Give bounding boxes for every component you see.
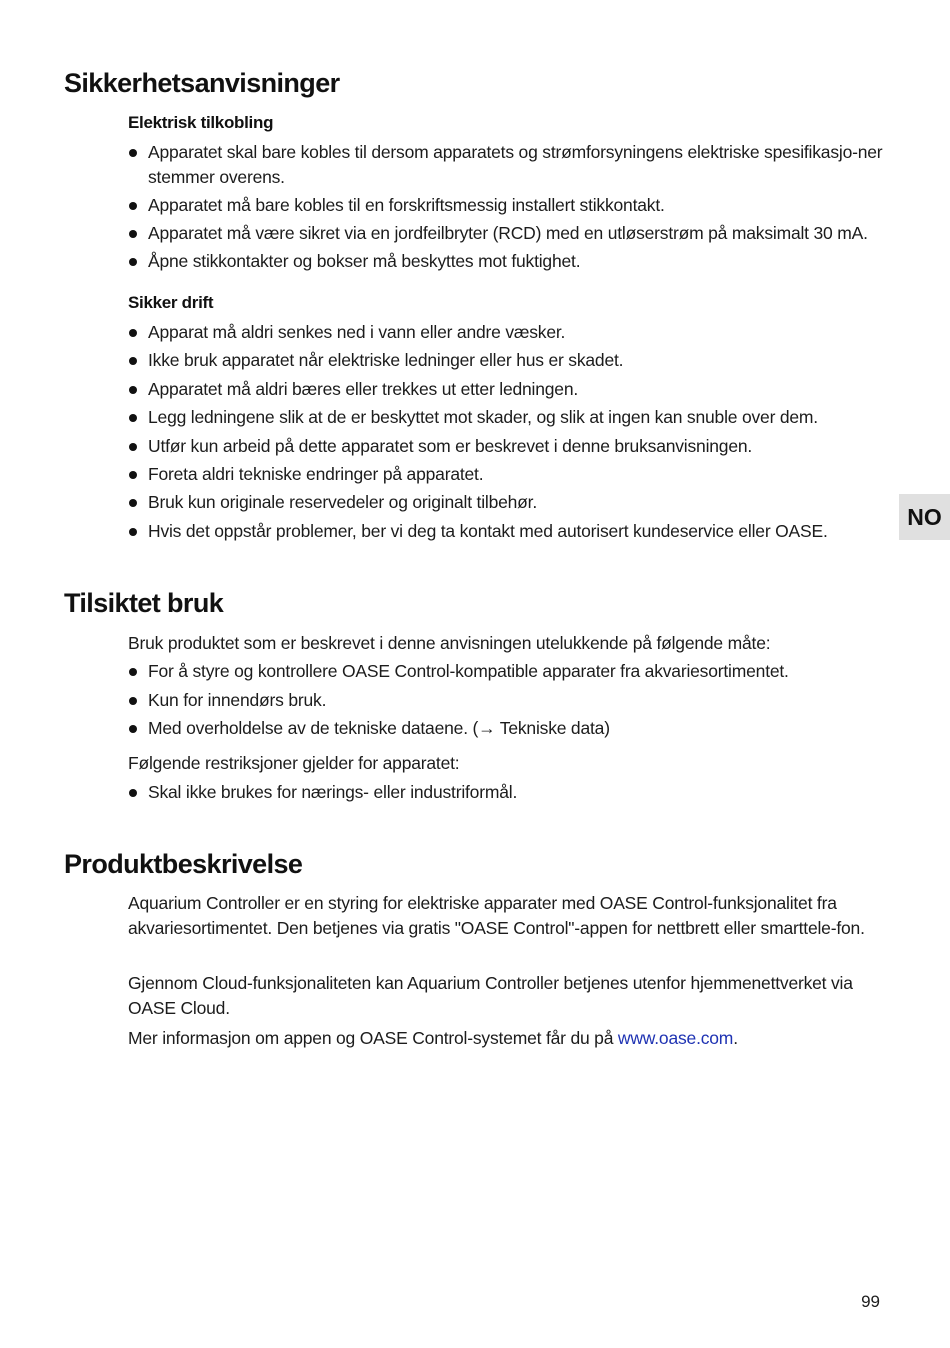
bullet-icon (129, 149, 137, 157)
page-number: 99 (861, 1292, 880, 1311)
product-paragraph-3: Mer informasjon om appen og OASE Control-systemet får du på www.oase.com. (128, 1028, 738, 1048)
list-item: Kun for innendørs bruk. (128, 688, 886, 713)
list-item: Legg ledningene slik at de er beskyttet mot skader, og slik at ingen kan snuble over dem. (128, 405, 886, 430)
list-item: Bruk kun originale reservedeler og originalt tilbehør. (128, 490, 886, 515)
section-title-safety: Sikkerhetsanvisninger (64, 68, 340, 98)
subheading-electrical: Elektrisk tilkobling (128, 113, 274, 132)
website-link[interactable]: www.oase.com (617, 1028, 734, 1048)
bullet-icon (129, 471, 137, 479)
list-item: Apparat må aldri senkes ned i vann eller andre væsker. (128, 320, 886, 345)
bullet-icon (129, 414, 137, 422)
list-item: Åpne stikkontakter og bokser må beskyttes mot fuktighet. (128, 249, 886, 274)
list-item: Hvis det oppstår problemer, ber vi deg ta kontakt med autorisert kundeservice eller OASE. (128, 519, 886, 544)
bullet-icon (129, 230, 137, 238)
bullet-icon (129, 386, 137, 394)
language-tab (899, 494, 950, 540)
list-item: Apparatet må aldri bæres eller trekkes ut etter ledningen. (128, 377, 886, 402)
list-item: Med overholdelse av de tekniske dataene. (→ Tekniske data) (128, 716, 886, 741)
section-title-intended-use: Tilsiktet bruk (64, 588, 224, 618)
bullet-icon (129, 357, 137, 365)
language-tab-label: NO (907, 503, 942, 530)
list-item: Skal ikke brukes for nærings- eller industriformål. (128, 780, 886, 805)
list-item: Ikke bruk apparatet når elektriske ledninger eller hus er skadet. (128, 348, 886, 373)
bullet-icon (129, 258, 137, 266)
bullet-icon (129, 499, 137, 507)
list-item: Foreta aldri tekniske endringer på apparatet. (128, 462, 886, 487)
product-paragraph-2: Gjennom Cloud-funksjonaliteten kan Aquarium Controller betjenes utenfor hjemmenettverket via OASE Cloud. (128, 973, 853, 1018)
product-paragraph-1: Aquarium Controller er en styring for elektriske apparater med OASE Control-funksjonalitet fra akvariesortimentet. Den betjenes via gratis "OASE Control"-appen for nettbrett eller smarttele-fon. (128, 893, 865, 938)
subheading-safe-operation: Sikker drift (128, 293, 214, 312)
section-title-product-description: Produktbeskrivelse (64, 849, 303, 879)
bullet-icon (129, 725, 137, 733)
restrictions-intro: Følgende restriksjoner gjelder for apparatet: (128, 753, 460, 773)
bullet-icon (129, 697, 137, 705)
bullet-icon (129, 443, 137, 451)
bullet-icon (129, 668, 137, 676)
bullet-icon (129, 789, 137, 797)
list-item: Apparatet må bare kobles til en forskriftsmessig installert stikkontakt. (128, 193, 886, 218)
list-item: Apparatet skal bare kobles til dersom apparatets og strømforsyningens elektriske spesifikasjo-ner stemmer overens. (128, 140, 886, 190)
list-item: Apparatet må være sikret via en jordfeilbryter (RCD) med en utløserstrøm på maksimalt 30 mA. (128, 221, 886, 246)
bullet-icon (129, 202, 137, 210)
bullet-icon (129, 528, 137, 536)
list-item: Utfør kun arbeid på dette apparatet som er beskrevet i denne bruksanvisningen. (128, 434, 886, 459)
bullet-icon (129, 329, 137, 337)
intended-use-intro: Bruk produktet som er beskrevet i denne anvisningen utelukkende på følgende måte: (128, 633, 771, 653)
list-item: For å styre og kontrollere OASE Control-kompatible apparater fra akvariesortimentet. (128, 659, 886, 684)
